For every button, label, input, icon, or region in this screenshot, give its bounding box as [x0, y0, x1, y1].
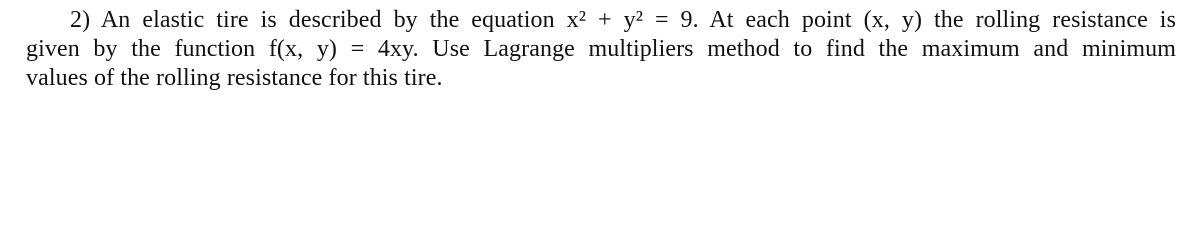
problem-number: 2) [70, 7, 91, 33]
problem-line-1-text: An elastic tire is described by the equation x² + y² = 9. At each point (x, y) the rolling resistance is [100, 7, 1177, 33]
problem-line-2: given by the function f(x, y) = 4xy. Use Lagrange multipliers method to find the maximum and minimum [26, 36, 1176, 62]
problem-statement [26, 6, 1176, 93]
problem-line-3: values of the rolling resistance for this tire. [26, 65, 443, 91]
problem-line-1 [26, 6, 1176, 35]
